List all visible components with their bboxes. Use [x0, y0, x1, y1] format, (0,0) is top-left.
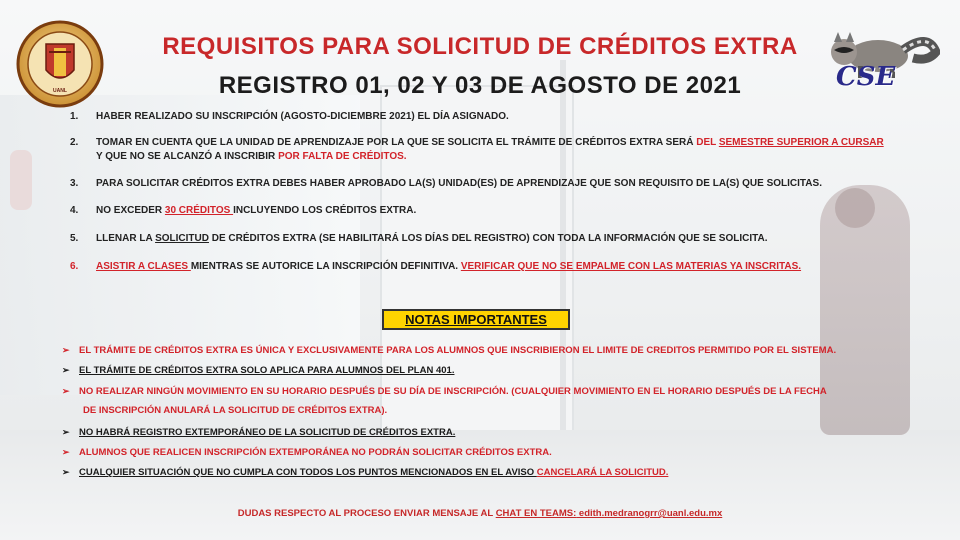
arrow-bullet-icon: ➢: [62, 345, 70, 355]
note-text: NO REALIZAR NINGÚN MOVIMIENTO EN SU HORARIO DESPUÉS DE SU DÍA DE INSCRIPCIÓN. (CUALQUIER MOVIMIENTO EN EL HORARIO DESPUÉS DE LA FECHA: [79, 386, 827, 397]
requirement-number: 4.: [70, 205, 79, 216]
cse-logo-text: CSE: [836, 62, 896, 92]
faculty-seal-logo: [16, 14, 104, 120]
arrow-bullet-icon: ➢: [62, 427, 70, 437]
note-text: NO HABRÁ REGISTRO EXTEMPORÁNEO DE LA SOLICITUD DE CRÉDITOS EXTRA.: [79, 427, 456, 438]
note-text: CUALQUIER SITUACIÓN QUE NO CUMPLA CON TODOS LOS PUNTOS MENCIONADOS EN EL AVISO CANCELARÁ LA SOLICITUD.: [79, 467, 669, 478]
note-text: ALUMNOS QUE REALICEN INSCRIPCIÓN EXTEMPORÁNEA NO PODRÁN SOLICITAR CRÉDITOS EXTRA.: [79, 447, 552, 458]
requirement-number: 1.: [70, 111, 79, 122]
requirement-text: LLENAR LA SOLICITUD DE CRÉDITOS EXTRA (SE HABILITARÁ LOS DÍAS DEL REGISTRO) CON TODA LA INFORMACIÓN QUE SE SOLICITA.: [96, 233, 768, 244]
arrow-bullet-icon: ➢: [62, 365, 70, 375]
page-subtitle: REGISTRO 01, 02 Y 03 DE AGOSTO DE 2021: [218, 72, 742, 99]
notes-title-box: NOTAS IMPORTANTES: [382, 309, 570, 330]
teams-chat-link[interactable]: CHAT EN TEAMS:: [495, 508, 577, 519]
note-text: DE INSCRIPCIÓN ANULARÁ LA SOLICITUD DE CRÉDITOS EXTRA).: [83, 405, 388, 416]
requirement-text: TOMAR EN CUENTA QUE LA UNIDAD DE APRENDIZAJE POR LA QUE SE SOLICITA EL TRÁMITE DE CRÉDITOS EXTRA SERÁ DEL SEMESTRE SUPERIOR A CURSAR Y QUE NO SE ALCANZÓ A INSCRIBIR POR FALTA DE CRÉDITOS.: [96, 137, 884, 162]
note-text: EL TRÁMITE DE CRÉDITOS EXTRA SOLO APLICA PARA ALUMNOS DEL PLAN 401.: [79, 365, 455, 376]
requirement-number: 5.: [70, 233, 79, 244]
requirement-number: 3.: [70, 178, 79, 189]
solicitud-link[interactable]: SOLICITUD: [155, 233, 209, 244]
requirement-text: ASISTIR A CLASES MIENTRAS SE AUTORICE LA INSCRIPCIÓN DEFINITIVA. VERIFICAR QUE NO SE EMPALME CON LAS MATERIAS YA INSCRITAS.: [96, 261, 802, 272]
contact-email-link[interactable]: edith.medranogrr@uanl.edu.mx: [576, 508, 723, 519]
svg-text:UANL: UANL: [53, 88, 67, 94]
arrow-bullet-icon: ➢: [62, 447, 70, 457]
contact-footer: [0, 508, 960, 519]
page-title: REQUISITOS PARA SOLICITUD DE CRÉDITOS EXTRA: [162, 33, 798, 60]
note-text: EL TRÁMITE DE CRÉDITOS EXTRA ES ÚNICA Y EXCLUSIVAMENTE PARA LOS ALUMNOS QUE INSCRIBIERON EL LIMITE DE CREDITOS PERMITIDO POR EL SISTEMA.: [79, 345, 837, 356]
requirement-number: 6.: [70, 261, 79, 272]
requirement-text: NO EXCEDER 30 CRÉDITOS INCLUYENDO LOS CRÉDITOS EXTRA.: [96, 205, 417, 216]
requirement-number: 2.: [70, 137, 79, 148]
footer-prefix: DUDAS RESPECTO AL PROCESO ENVIAR MENSAJE AL: [237, 508, 496, 519]
requirement-text: PARA SOLICITAR CRÉDITOS EXTRA DEBES HABER APROBADO LA(S) UNIDAD(ES) DE APRENDIZAJE QUE SON REQUISITO DE LA(S) QUE SOLICITAS.: [96, 178, 822, 189]
requirement-text: HABER REALIZADO SU INSCRIPCIÓN (AGOSTO-DICIEMBRE 2021) EL DÍA ASIGNADO.: [96, 111, 509, 122]
arrow-bullet-icon: ➢: [62, 467, 70, 477]
arrow-bullet-icon: ➢: [62, 386, 70, 396]
